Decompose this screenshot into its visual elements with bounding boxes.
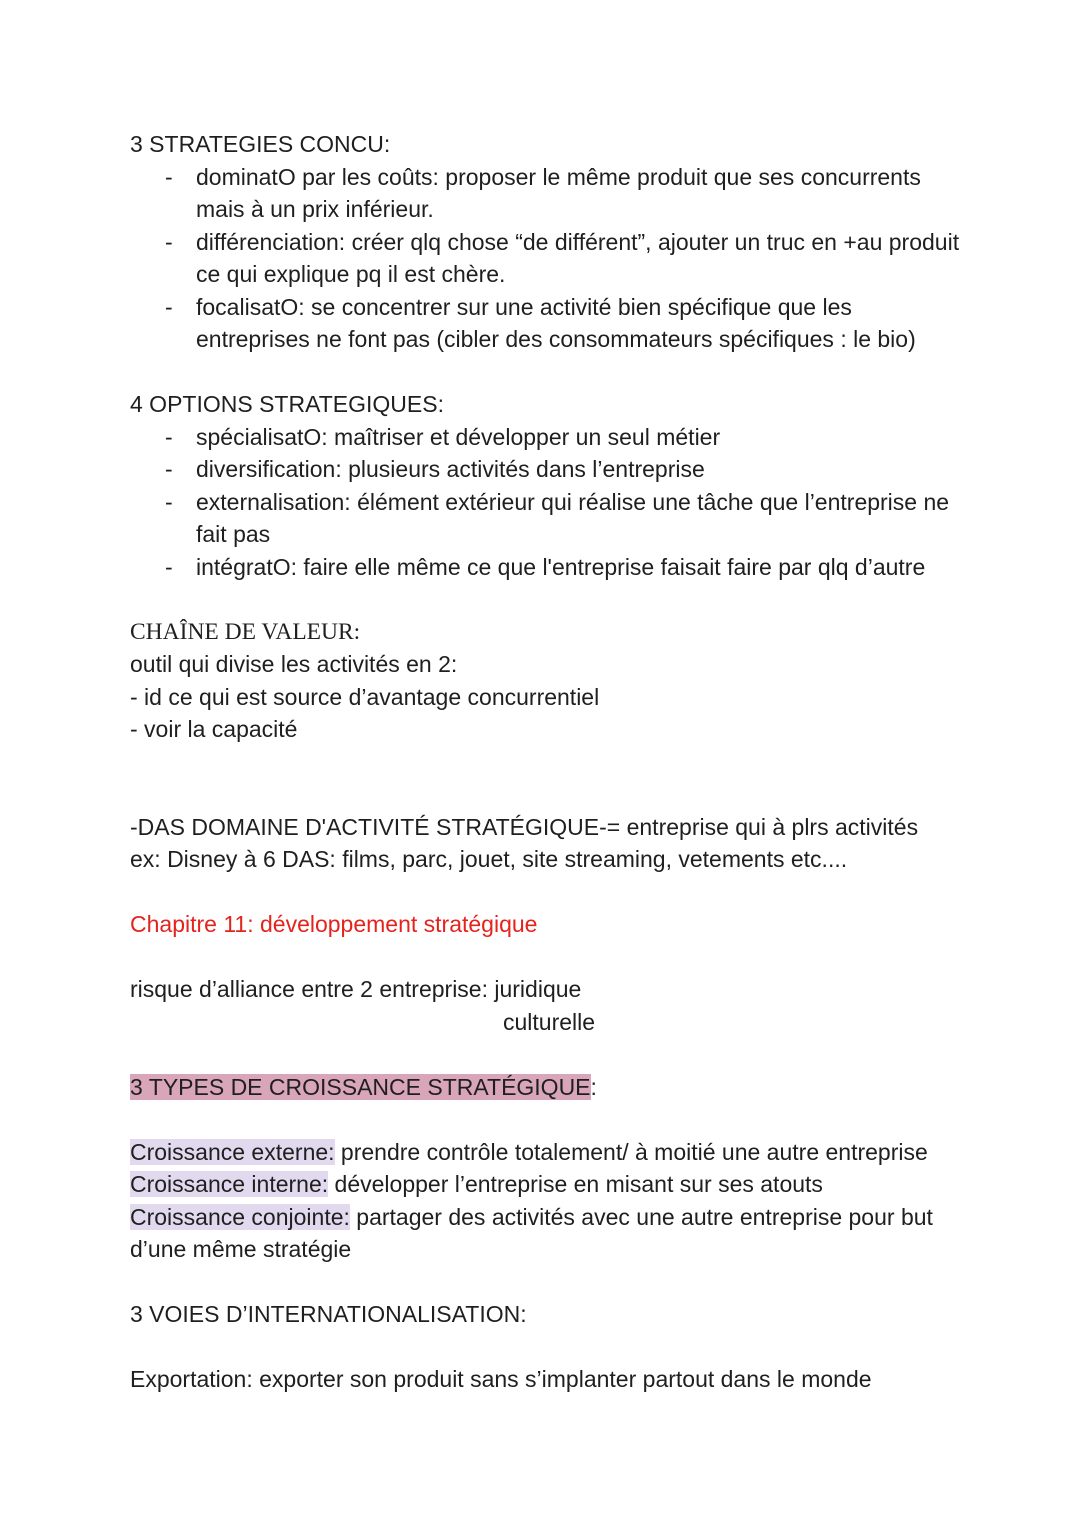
das-example: ex: Disney à 6 DAS: films, parc, jouet, site streaming, vetements etc.... — [130, 846, 848, 872]
risque-line-2: culturelle — [503, 1008, 596, 1035]
list-item: - focalisatO: se concentrer sur une activité bien spécifique que les entreprises ne font pas (cibler des consommateurs spécifiques : le bio) — [196, 291, 960, 356]
list-item: - dominatO par les coûts: proposer le même produit que ses concurrents mais à un prix inférieur. — [196, 161, 960, 226]
options-list — [130, 421, 960, 584]
croissance-term: Croissance externe: — [130, 1138, 335, 1165]
list-item: - externalisation: élément extérieur qui réalise une tâche que l’entreprise ne fait pas — [196, 486, 960, 551]
chaine-heading: CHAÎNE DE VALEUR: — [130, 618, 361, 645]
exportation-line: Exportation: exporter son produit sans s’implanter partout dans le monde — [130, 1366, 872, 1392]
croissance-heading-suffix: : — [590, 1073, 597, 1100]
croissance-text: partager des activités avec une autre entreprise pour but d’une même stratégie — [130, 1203, 933, 1262]
croissance-item — [130, 1136, 960, 1169]
croissance-item — [130, 1201, 960, 1266]
strategies-list — [130, 161, 960, 356]
options-heading: 4 OPTIONS STRATEGIQUES: — [130, 391, 444, 417]
croissance-term: Croissance conjointe: — [130, 1203, 350, 1230]
chaine-line: outil qui divise les activités en 2: — [130, 651, 458, 677]
internationalisation-heading: 3 VOIES D’INTERNATIONALISATION: — [130, 1301, 527, 1327]
croissance-item — [130, 1168, 960, 1201]
croissance-heading-highlight: 3 TYPES DE CROISSANCE STRATÉGIQUE — [130, 1073, 591, 1100]
chapter-title: Chapitre 11: développement stratégique — [130, 911, 538, 937]
list-item: - diversification: plusieurs activités dans l’entreprise — [196, 453, 960, 486]
list-item: - différenciation: créer qlq chose “de différent”, ajouter un truc en +au produit ce qui explique pq il est chère. — [196, 226, 960, 291]
document-page — [130, 128, 960, 1396]
list-item: - spécialisatO: maîtriser et développer un seul métier — [196, 421, 960, 454]
croissance-term: Croissance interne: — [130, 1171, 329, 1197]
croissance-text: développer l’entreprise en misant sur ses atouts — [328, 1171, 823, 1197]
croissance-text: prendre contrôle totalement/ à moitié une autre entreprise — [334, 1138, 928, 1165]
croissance-heading — [130, 1071, 960, 1104]
chaine-line: - voir la capacité — [130, 716, 298, 742]
chaine-line: - id ce qui est source d’avantage concurrentiel — [130, 683, 600, 710]
risque-line: risque d’alliance entre 2 entreprise: juridique — [130, 976, 582, 1002]
das-definition: -DAS DOMAINE D'ACTIVITÉ STRATÉGIQUE-= entreprise qui à plrs activités — [130, 813, 919, 840]
list-item: - intégratO: faire elle même ce que l'entreprise faisait faire par qlq d’autre — [196, 551, 960, 584]
strategies-heading: 3 STRATEGIES CONCU: — [130, 131, 391, 157]
